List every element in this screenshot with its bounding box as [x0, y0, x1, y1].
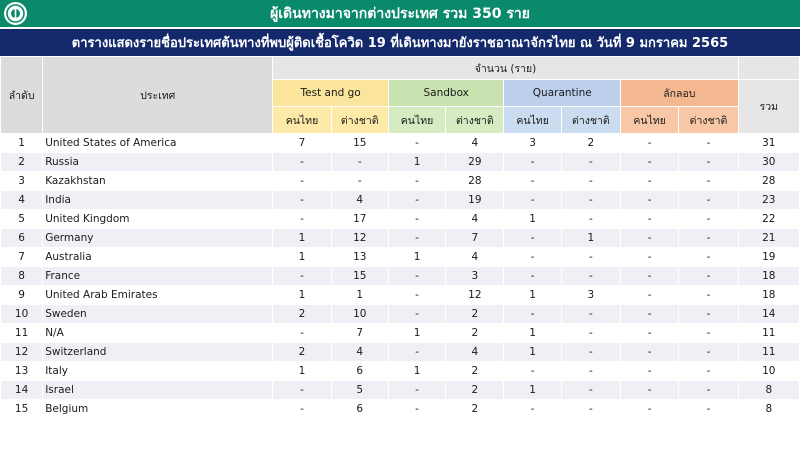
- qt-foreign-cell: 1: [562, 229, 620, 247]
- tg-foreign-cell: 17: [332, 210, 388, 228]
- sm-thai-cell: -: [621, 191, 678, 209]
- tg-foreign-cell: 6: [332, 400, 388, 418]
- sb-thai-cell: -: [389, 210, 445, 228]
- sb-foreign-cell: 4: [446, 134, 503, 152]
- country-cell: United Arab Emirates: [43, 286, 272, 304]
- header-sb-foreign: ต่างชาติ: [446, 107, 503, 133]
- sm-foreign-cell: -: [679, 267, 737, 285]
- total-cell: 21: [739, 229, 799, 247]
- table-row: [1, 210, 799, 228]
- tg-thai-cell: 1: [273, 248, 330, 266]
- tg-thai-cell: 1: [273, 286, 330, 304]
- sm-thai-cell: -: [621, 400, 678, 418]
- header-group-test-and-go: Test and go: [273, 80, 388, 106]
- sm-foreign-cell: -: [679, 210, 737, 228]
- qt-foreign-cell: -: [562, 210, 620, 228]
- tg-thai-cell: -: [273, 172, 330, 190]
- tg-thai-cell: -: [273, 191, 330, 209]
- total-cell: 30: [739, 153, 799, 171]
- sm-thai-cell: -: [621, 305, 678, 323]
- rank-cell: 12: [1, 343, 42, 361]
- qt-thai-cell: -: [504, 305, 560, 323]
- qt-foreign-cell: -: [562, 248, 620, 266]
- header-country: ประเทศ: [43, 57, 272, 133]
- tg-thai-cell: -: [273, 210, 330, 228]
- country-cell: Sweden: [43, 305, 272, 323]
- main-banner: [0, 0, 800, 27]
- sb-thai-cell: -: [389, 381, 445, 399]
- sm-thai-cell: -: [621, 134, 678, 152]
- table-row: [1, 362, 799, 380]
- qt-foreign-cell: -: [562, 400, 620, 418]
- sm-thai-cell: -: [621, 172, 678, 190]
- qt-thai-cell: -: [504, 172, 560, 190]
- tg-thai-cell: 2: [273, 343, 330, 361]
- header-unit: จำนวน (ราย): [273, 57, 737, 79]
- ministry-logo-icon: [4, 2, 27, 25]
- table-row: [1, 191, 799, 209]
- sm-thai-cell: -: [621, 286, 678, 304]
- sm-foreign-cell: -: [679, 362, 737, 380]
- qt-foreign-cell: 2: [562, 134, 620, 152]
- qt-thai-cell: -: [504, 400, 560, 418]
- tg-foreign-cell: 7: [332, 324, 388, 342]
- header-sm-foreign: ต่างชาติ: [679, 107, 737, 133]
- qt-foreign-cell: -: [562, 324, 620, 342]
- total-cell: 11: [739, 324, 799, 342]
- rank-cell: 1: [1, 134, 42, 152]
- tg-foreign-cell: 10: [332, 305, 388, 323]
- sm-thai-cell: -: [621, 210, 678, 228]
- total-cell: 14: [739, 305, 799, 323]
- sb-thai-cell: -: [389, 305, 445, 323]
- total-cell: 10: [739, 362, 799, 380]
- total-cell: 28: [739, 172, 799, 190]
- sb-foreign-cell: 29: [446, 153, 503, 171]
- country-cell: Australia: [43, 248, 272, 266]
- table-row: [1, 153, 799, 171]
- total-cell: 22: [739, 210, 799, 228]
- qt-thai-cell: -: [504, 153, 560, 171]
- sb-thai-cell: -: [389, 191, 445, 209]
- country-cell: Kazakhstan: [43, 172, 272, 190]
- tg-foreign-cell: 6: [332, 362, 388, 380]
- sb-foreign-cell: 4: [446, 210, 503, 228]
- qt-thai-cell: -: [504, 191, 560, 209]
- sm-foreign-cell: -: [679, 286, 737, 304]
- total-cell: 19: [739, 248, 799, 266]
- qt-thai-cell: -: [504, 362, 560, 380]
- table-row: [1, 305, 799, 323]
- rank-cell: 6: [1, 229, 42, 247]
- tg-foreign-cell: 15: [332, 267, 388, 285]
- country-cell: United States of America: [43, 134, 272, 152]
- qt-foreign-cell: -: [562, 172, 620, 190]
- country-cell: N/A: [43, 324, 272, 342]
- sm-thai-cell: -: [621, 381, 678, 399]
- tg-thai-cell: 1: [273, 362, 330, 380]
- total-cell: 18: [739, 267, 799, 285]
- rank-cell: 9: [1, 286, 42, 304]
- tg-foreign-cell: -: [332, 172, 388, 190]
- rank-cell: 15: [1, 400, 42, 418]
- total-cell: 11: [739, 343, 799, 361]
- rank-cell: 7: [1, 248, 42, 266]
- qt-foreign-cell: -: [562, 381, 620, 399]
- country-cell: India: [43, 191, 272, 209]
- sm-foreign-cell: -: [679, 229, 737, 247]
- sb-foreign-cell: 2: [446, 400, 503, 418]
- header-group-sandbox: Sandbox: [389, 80, 504, 106]
- sub-banner: [0, 29, 800, 56]
- rank-cell: 2: [1, 153, 42, 171]
- tg-thai-cell: 1: [273, 229, 330, 247]
- country-cell: Russia: [43, 153, 272, 171]
- sm-foreign-cell: -: [679, 134, 737, 152]
- rank-cell: 14: [1, 381, 42, 399]
- qt-thai-cell: -: [504, 267, 560, 285]
- total-cell: 31: [739, 134, 799, 152]
- qt-thai-cell: 1: [504, 324, 560, 342]
- table-row: [1, 172, 799, 190]
- header-group-quarantine: Quarantine: [504, 80, 620, 106]
- country-cell: Germany: [43, 229, 272, 247]
- tg-foreign-cell: 5: [332, 381, 388, 399]
- qt-foreign-cell: -: [562, 191, 620, 209]
- country-table: [0, 56, 800, 419]
- total-cell: 23: [739, 191, 799, 209]
- tg-foreign-cell: 1: [332, 286, 388, 304]
- sm-foreign-cell: -: [679, 191, 737, 209]
- header-sm-thai: คนไทย: [621, 107, 678, 133]
- table-row: [1, 229, 799, 247]
- qt-foreign-cell: -: [562, 153, 620, 171]
- sb-foreign-cell: 2: [446, 305, 503, 323]
- sm-thai-cell: -: [621, 248, 678, 266]
- qt-thai-cell: -: [504, 229, 560, 247]
- sm-foreign-cell: -: [679, 381, 737, 399]
- qt-foreign-cell: -: [562, 267, 620, 285]
- tg-thai-cell: -: [273, 267, 330, 285]
- table-row: [1, 381, 799, 399]
- country-cell: France: [43, 267, 272, 285]
- rank-cell: 4: [1, 191, 42, 209]
- header-group-smuggle: ลักลอบ: [621, 80, 738, 106]
- rank-cell: 5: [1, 210, 42, 228]
- sm-thai-cell: -: [621, 229, 678, 247]
- subbanner-title: ตารางแสดงรายชื่อประเทศต้นทางที่พบผู้ติดเชื้อโควิด 19 ที่เดินทางมายังราชอาณาจักรไทย ณ วันที่ 9 มกราคม 2565: [71, 36, 729, 51]
- sm-foreign-cell: -: [679, 153, 737, 171]
- sb-foreign-cell: 2: [446, 324, 503, 342]
- sb-thai-cell: 1: [389, 362, 445, 380]
- table-row: [1, 343, 799, 361]
- sm-thai-cell: -: [621, 267, 678, 285]
- sb-thai-cell: 1: [389, 153, 445, 171]
- sm-thai-cell: -: [621, 362, 678, 380]
- sb-foreign-cell: 4: [446, 248, 503, 266]
- total-cell: 8: [739, 381, 799, 399]
- sm-foreign-cell: -: [679, 400, 737, 418]
- tg-thai-cell: 7: [273, 134, 330, 152]
- table-row: [1, 286, 799, 304]
- table-row: [1, 400, 799, 418]
- sm-foreign-cell: -: [679, 305, 737, 323]
- sb-thai-cell: -: [389, 134, 445, 152]
- qt-foreign-cell: -: [562, 362, 620, 380]
- rank-cell: 13: [1, 362, 42, 380]
- rank-cell: 3: [1, 172, 42, 190]
- data-table-wrapper: [0, 56, 800, 419]
- header-rank: ลำดับ: [1, 57, 42, 133]
- table-row: [1, 267, 799, 285]
- sb-foreign-cell: 2: [446, 381, 503, 399]
- header-qt-thai: คนไทย: [504, 107, 560, 133]
- sb-foreign-cell: 19: [446, 191, 503, 209]
- sb-foreign-cell: 2: [446, 362, 503, 380]
- tg-foreign-cell: 13: [332, 248, 388, 266]
- sm-foreign-cell: -: [679, 172, 737, 190]
- rank-cell: 11: [1, 324, 42, 342]
- sb-foreign-cell: 3: [446, 267, 503, 285]
- sm-foreign-cell: -: [679, 248, 737, 266]
- sb-foreign-cell: 4: [446, 343, 503, 361]
- tg-thai-cell: -: [273, 153, 330, 171]
- tg-thai-cell: -: [273, 400, 330, 418]
- sm-thai-cell: -: [621, 324, 678, 342]
- rank-cell: 8: [1, 267, 42, 285]
- table-body: [1, 134, 799, 418]
- tg-thai-cell: -: [273, 381, 330, 399]
- sm-thai-cell: -: [621, 343, 678, 361]
- sb-thai-cell: -: [389, 343, 445, 361]
- tg-foreign-cell: 15: [332, 134, 388, 152]
- qt-thai-cell: -: [504, 248, 560, 266]
- table-row: [1, 134, 799, 152]
- tg-foreign-cell: 4: [332, 191, 388, 209]
- sb-foreign-cell: 28: [446, 172, 503, 190]
- qt-foreign-cell: -: [562, 305, 620, 323]
- tg-thai-cell: 2: [273, 305, 330, 323]
- sm-foreign-cell: -: [679, 343, 737, 361]
- tg-foreign-cell: -: [332, 153, 388, 171]
- tg-foreign-cell: 4: [332, 343, 388, 361]
- qt-thai-cell: 1: [504, 381, 560, 399]
- sm-foreign-cell: -: [679, 324, 737, 342]
- country-cell: Italy: [43, 362, 272, 380]
- tg-thai-cell: -: [273, 324, 330, 342]
- table-row: [1, 248, 799, 266]
- country-cell: United Kingdom: [43, 210, 272, 228]
- header-sb-thai: คนไทย: [389, 107, 445, 133]
- sb-thai-cell: -: [389, 286, 445, 304]
- banner-title: ผู้เดินทางมาจากต่างประเทศ รวม 350 ราย: [270, 5, 530, 22]
- qt-thai-cell: 1: [504, 210, 560, 228]
- header-tg-foreign: ต่างชาติ: [332, 107, 388, 133]
- sb-foreign-cell: 12: [446, 286, 503, 304]
- qt-foreign-cell: 3: [562, 286, 620, 304]
- rank-cell: 10: [1, 305, 42, 323]
- header-tg-thai: คนไทย: [273, 107, 330, 133]
- country-cell: Israel: [43, 381, 272, 399]
- sb-thai-cell: 1: [389, 324, 445, 342]
- sb-thai-cell: -: [389, 400, 445, 418]
- qt-foreign-cell: -: [562, 343, 620, 361]
- header-qt-foreign: ต่างชาติ: [562, 107, 620, 133]
- sb-thai-cell: 1: [389, 248, 445, 266]
- sb-thai-cell: -: [389, 267, 445, 285]
- country-cell: Switzerland: [43, 343, 272, 361]
- sm-thai-cell: -: [621, 153, 678, 171]
- total-cell: 8: [739, 400, 799, 418]
- qt-thai-cell: 3: [504, 134, 560, 152]
- qt-thai-cell: 1: [504, 343, 560, 361]
- sb-thai-cell: -: [389, 172, 445, 190]
- tg-foreign-cell: 12: [332, 229, 388, 247]
- sb-thai-cell: -: [389, 229, 445, 247]
- table-row: [1, 324, 799, 342]
- sb-foreign-cell: 7: [446, 229, 503, 247]
- header-total: รวม: [739, 80, 799, 133]
- header-total-top: [739, 57, 799, 79]
- total-cell: 18: [739, 286, 799, 304]
- country-cell: Belgium: [43, 400, 272, 418]
- qt-thai-cell: 1: [504, 286, 560, 304]
